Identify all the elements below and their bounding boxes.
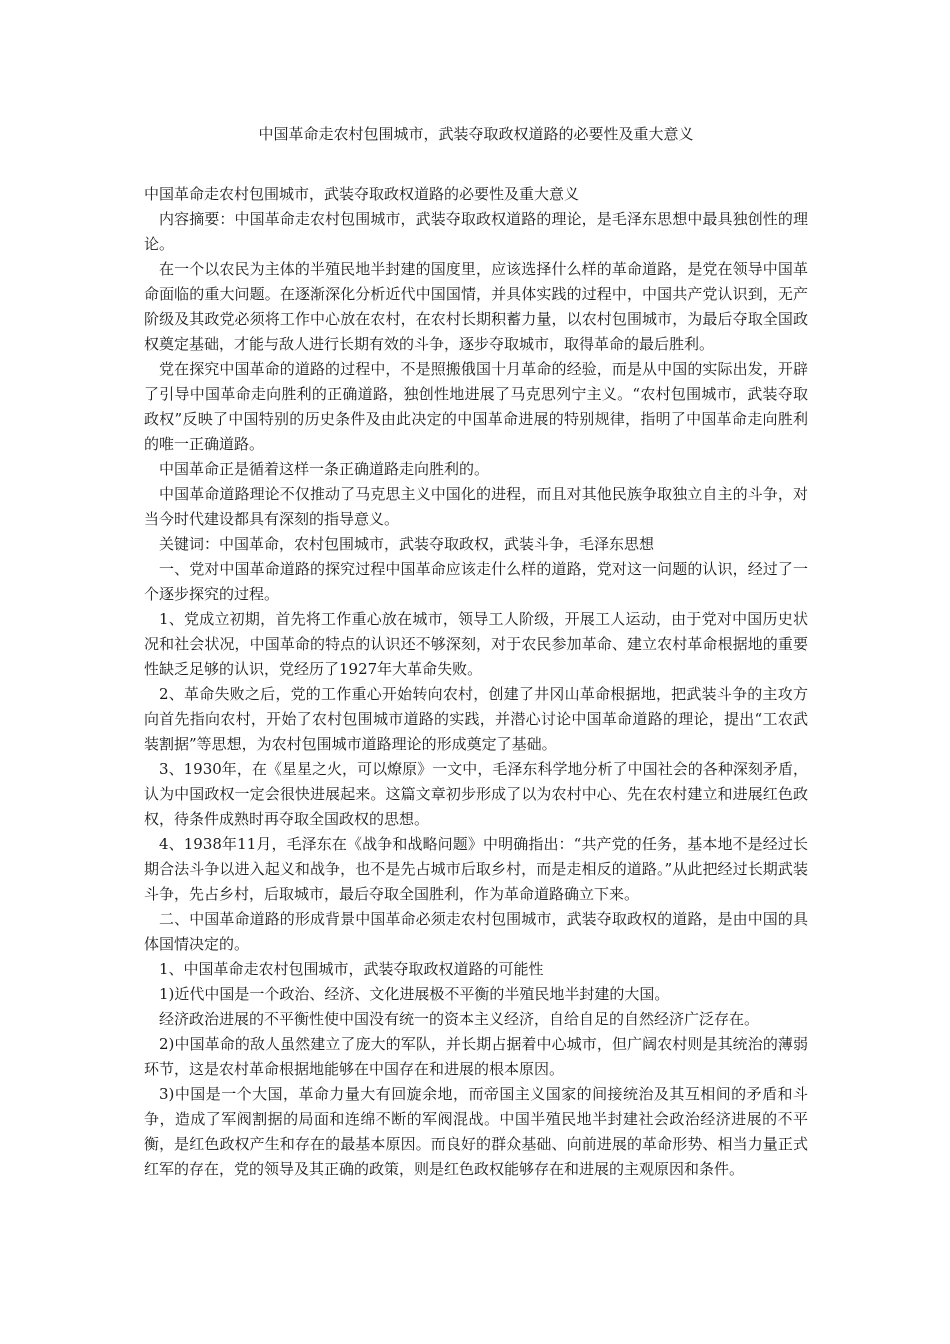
paragraph: 二、中国革命道路的形成背景中国革命必须走农村包围城市，武装夺取政权的道路，是由中国的具体国情决定的。 <box>144 910 808 953</box>
paragraph: 1、中国革命走农村包围城市，武装夺取政权道路的可能性 <box>159 960 544 978</box>
paragraph: 3、1930年，在《星星之火，可以燎原》一文中，毛泽东科学地分析了中国社会的各种深刻矛盾，认为中国政权一定会很快进展起来。这篇文章初步形成了以为农村中心、先在农村建立和进展红色政权，待条件成熟时再夺取全国政权的思想。 <box>144 760 808 828</box>
paragraph: 在一个以农民为主体的半殖民地半封建的国度里，应该选择什么样的革命道路，是党在领导中国革命面临的重大问题。在逐渐深化分析近代中国国情，并具体实践的过程中，中国共产党认识到，无产阶级及其政党必须将工作中心放在农村，在农村长期积蓄力量，以农村包围城市，为最后夺取全国政权奠定基础，才能与敌人进行长期有效的斗争，逐步夺取城市，取得革命的最后胜利。 <box>144 260 808 353</box>
paragraph: 1)近代中国是一个政治、经济、文化进展极不平衡的半殖民地半封建的大国。 <box>159 985 670 1003</box>
paragraph: 中国革命走农村包围城市，武装夺取政权道路的必要性及重大意义 <box>144 185 580 203</box>
paragraph: 4、1938年11月，毛泽东在《战争和战略问题》中明确指出：“共产党的任务，基本地不是经过长期合法斗争以进入起义和战争，也不是先占城市后取乡村，而是走相反的道路。”从此把经过长期武装斗争，先占乡村，后取城市，最后夺取全国胜利，作为革命道路确立下来。 <box>144 835 808 903</box>
paragraph: 3)中国是一个大国，革命力量大有回旋余地，而帝国主义国家的间接统治及其互相间的矛盾和斗争，造成了军阀割据的局面和连绵不断的军阀混战。中国半殖民地半封建社会政治经济进展的不平衡，是红色政权产生和存在的最基本原因。而良好的群众基础、向前进展的革命形势、相当力量正式红军的存在，党的领导及其正确的政策，则是红色政权能够存在和进展的主观原因和条件。 <box>144 1085 808 1178</box>
paragraph: 党在探究中国革命的道路的过程中，不是照搬俄国十月革命的经验，而是从中国的实际出发，开辟了引导中国革命走向胜利的正确道路，独创性地进展了马克思列宁主义。“农村包围城市，武装夺取政权”反映了中国特别的历史条件及由此决定的中国革命进展的特别规律，指明了中国革命走向胜利的唯一正确道路。 <box>144 360 808 453</box>
paragraph: 内容摘要：中国革命走农村包围城市，武装夺取政权道路的理论，是毛泽东思想中最具独创性的理论。 <box>144 210 808 253</box>
paragraph: 中国革命道路理论不仅推动了马克思主义中国化的进程，而且对其他民族争取独立自主的斗争，对当今时代建设都具有深刻的指导意义。 <box>144 485 808 528</box>
document-title: 中国革命走农村包围城市，武装夺取政权道路的必要性及重大意义 <box>258 125 694 143</box>
paragraph: 1、党成立初期，首先将工作重心放在城市，领导工人阶级，开展工人运动，由于党对中国历史状况和社会状况，中国革命的特点的认识还不够深刻，对于农民参加革命、建立农村革命根据地的重要性缺乏足够的认识，党经历了1927年大革命失败。 <box>144 610 808 678</box>
paragraph: 2、革命失败之后，党的工作重心开始转向农村，创建了井冈山革命根据地，把武装斗争的主攻方向首先指向农村，开始了农村包围城市道路的实践，并潜心讨论中国革命道路的理论，提出“工农武装割据”等思想，为农村包围城市道路理论的形成奠定了基础。 <box>144 685 808 753</box>
paragraph: 中国革命正是循着这样一条正确道路走向胜利的。 <box>159 460 490 478</box>
document-body <box>144 182 808 1182</box>
paragraph: 关键词：中国革命，农村包围城市，武装夺取政权，武装斗争，毛泽东思想 <box>159 535 655 553</box>
paragraph: 2)中国革命的敌人虽然建立了庞大的军队，并长期占据着中心城市，但广阔农村则是其统治的薄弱环节，这是农村革命根据地能够在中国存在和进展的根本原因。 <box>144 1035 808 1078</box>
paragraph: 经济政治进展的不平衡性使中国没有统一的资本主义经济，自给自足的自然经济广泛存在。 <box>159 1010 760 1028</box>
paragraph: 一、党对中国革命道路的探究过程中国革命应该走什么样的道路，党对这一问题的认识，经过了一个逐步探究的过程。 <box>144 560 808 603</box>
